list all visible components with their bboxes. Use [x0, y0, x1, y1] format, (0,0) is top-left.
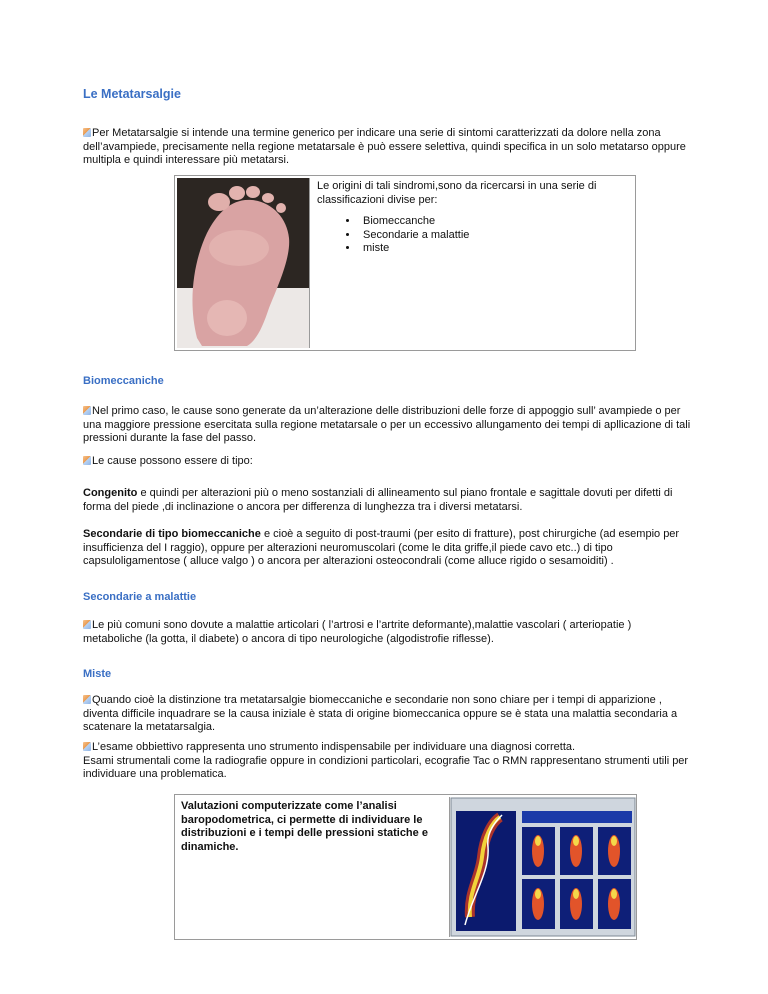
biomeccaniche-paragraph-1: Nel primo caso, le cause sono generate da un’alterazione delle distribuzioni delle forze di appoggio sull’ avampiede o per una maggiore pressione esercitata sulla regione metatarsale o per un eccessivo allungamento dei tempi di apllicazione di tali pressioni durante la fase del passo. — [83, 405, 691, 444]
valutazioni-text: Valutazioni computerizzate come l’analisi baropodometrica, ci permette di individuare le distribuzioni e i tempi delle pressioni statiche e dinamiche. — [181, 800, 428, 853]
bullet-icon — [83, 456, 91, 465]
page-title: Le Metatarsalgie — [83, 87, 181, 101]
heading-miste: Miste — [83, 668, 112, 680]
miste-paragraph-2: L’esame obbiettivo rappresenta uno strumento indispensabile per individuare una diagnosi corretta. Esami strumentali come la radiografie oppure in condizioni particolari, ecografie Tac o RMN rappresentano strumenti utili per individuare una problematica. — [83, 741, 689, 780]
bullet-icon — [83, 742, 91, 751]
baropodometric-scan-graphic — [450, 797, 636, 937]
bullet-icon — [83, 695, 91, 704]
valutazioni-table — [174, 794, 637, 940]
heading-secondarie-malattie: Secondarie a malattie — [83, 591, 197, 603]
intro-text: Per Metatarsalgie si intende una termine generico per indicare una serie di sintomi caratterizzati da dolore nella zona dell’avampiede, precisamente nella regione metatarsale è può essere selettiva, quindi specifica in un solo metatarso oppure multipla e quindi interessare più metatarsi. — [83, 127, 686, 166]
biomeccaniche-paragraph-2: Le cause possono essere di tipo: — [83, 455, 693, 469]
list-item: • Biomeccanche — [359, 215, 617, 229]
foot-photo-graphic — [177, 178, 309, 348]
origins-text: Le origini di tali sindromi,sono da ricercarsi in una serie di classificazioni divise per: — [317, 180, 597, 206]
congenito-label: Congenito — [83, 487, 138, 499]
list-item: • miste — [359, 242, 617, 256]
congenito-paragraph: Congenito e quindi per alterazioni più o meno sostanziali di allineamento sul piano frontale e sagittale dovuti per difetti di forma del piede ,di inclinazione o ancora per differenza di lunghezza tra i diversi metatarsi. — [83, 487, 673, 513]
list-item: • Secondarie a malattie — [359, 229, 617, 243]
miste-paragraph-1: Quando cioè la distinzione tra metatarsalgie biomeccaniche e secondarie non sono chiare per i tempi di apparizione , diventa difficile inquadrare se la causa iniziale è stata di origine biomeccanica oppure se è stata una malattia secondaria a scatenare la metatarsalgia. — [83, 694, 678, 733]
bullet-icon — [83, 406, 91, 415]
secondarie-paragraph: Secondarie di tipo biomeccaniche e cioè a seguito di post-traumi (per esito di fratture), post chirurgiche (ad esempio per insufficienza del I raggio), oppure per alterazioni neuromuscolari (come le dita griffe,il piede cavo etc..) di tipo capsuloligamentose ( alluce valgo ) o ancora per alterazioni osteocondrali (come alluce rigido o sesamoiditi) . — [83, 528, 680, 567]
heading-biomeccaniche: Biomeccaniche — [83, 375, 164, 387]
origins-list — [317, 215, 617, 256]
origins-table — [174, 175, 636, 351]
origins-cell — [317, 180, 617, 256]
baropodometric-image — [449, 797, 636, 937]
bullet-icon — [83, 620, 91, 629]
secondarie-label: Secondarie di tipo biomeccaniche — [83, 528, 261, 540]
secondarie-malattie-paragraph: Le più comuni sono dovute a malattie articolari ( l’artrosi e l’artrite deformante),malattie vascolari ( arteriopatie ) metaboliche (la gotta, il diabete) o ancora di tipo neurologiche (algodistrofie riflesse). — [83, 619, 632, 645]
foot-photo — [177, 178, 310, 348]
intro-paragraph — [83, 127, 693, 168]
bullet-icon — [83, 128, 91, 137]
